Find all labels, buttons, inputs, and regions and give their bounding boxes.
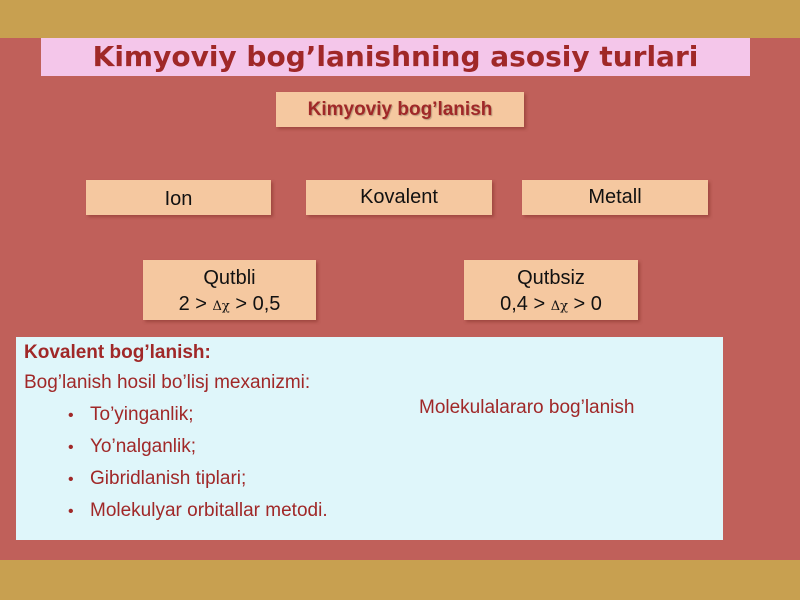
bullet-icon: • — [68, 439, 74, 456]
info-subheading: Bog’lanish hosil bo’lisj mexanizmi: — [24, 372, 311, 393]
nonpolar-condition-right: > 0 — [573, 293, 602, 315]
bottom-band — [0, 560, 800, 600]
nonpolar-condition-left: 0,4 > — [500, 293, 546, 315]
list-item — [68, 401, 328, 433]
root-node-chemical-bond: Kimyoviy bog’lanish — [276, 92, 524, 127]
slide-title: Kimyoviy bog’lanishning asosiy turlari — [41, 38, 750, 76]
covalent-info-panel — [16, 337, 723, 540]
list-item-text: Yo’nalganlik; — [90, 436, 196, 457]
node-metallic-bond: Metall — [522, 180, 708, 215]
node-nonpolar — [464, 260, 638, 320]
list-item-text: Molekulyar orbitallar metodi. — [90, 500, 328, 521]
delta-chi-symbol: Δχ — [212, 299, 230, 314]
top-band — [0, 0, 800, 38]
bullet-icon: • — [68, 407, 74, 424]
delta-chi-symbol: Δχ — [550, 299, 568, 314]
node-nonpolar-condition — [464, 291, 638, 320]
list-item — [68, 465, 328, 497]
bullet-icon: • — [68, 503, 74, 520]
node-polar — [143, 260, 316, 320]
intermolecular-bond-text: Molekulalararo bog’lanish — [419, 397, 635, 418]
list-item — [68, 433, 328, 465]
bullet-icon: • — [68, 471, 74, 488]
info-list — [68, 401, 328, 529]
list-item-text: Gibridlanish tiplari; — [90, 468, 247, 489]
node-ion-bond: Ion — [86, 180, 271, 215]
polar-condition-left: 2 > — [178, 293, 207, 315]
list-item — [68, 497, 328, 529]
node-polar-label: Qutbli — [203, 267, 256, 289]
node-polar-condition — [143, 291, 316, 320]
polar-condition-right: > 0,5 — [235, 293, 281, 315]
list-item-text: To’yinganlik; — [90, 404, 194, 425]
node-covalent-bond: Kovalent — [306, 180, 492, 215]
node-nonpolar-label: Qutbsiz — [517, 267, 585, 289]
info-heading: Kovalent bog’lanish: — [24, 342, 211, 363]
